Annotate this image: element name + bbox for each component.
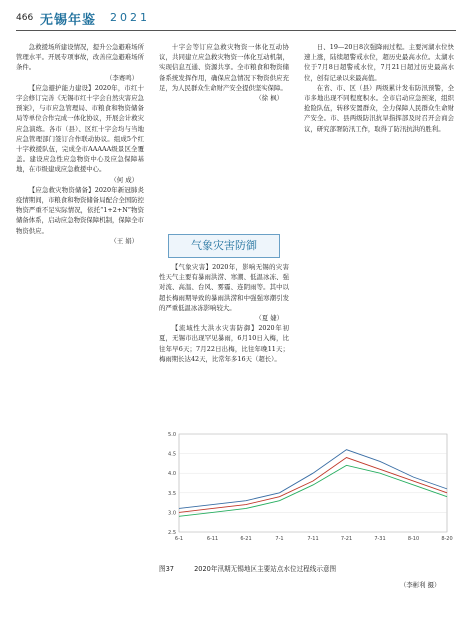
publication-title: 无锡年鉴 — [40, 13, 97, 28]
column-2-lower — [159, 262, 289, 364]
paragraph: 【流域性大洪水灾害防御】2020年初夏，无锡市出现罕见暴雨，6月10日入梅，比往年早6天；7月22日出梅，比往年晚11天；梅雨期长达42天，比常年多16天（超长）。 — [159, 324, 289, 363]
water-level-chart — [157, 428, 453, 548]
paragraph: 十字会等订应急救灾物资一体化互动协议，共同建立应急救灾物资一体化互动机制，实现信息互通、资源共享。全市粮食和物资储备系统发挥作用，确保应急情况下物资供应充足，为人民群众生命财产安全提供坚实保障。 — [159, 43, 289, 92]
page-number: 466 — [16, 13, 34, 23]
x-tick-label: 8-10 — [407, 536, 420, 542]
x-tick-label: 7-11 — [307, 536, 319, 542]
paragraph: 【应急救灾物资储备】2020年新冠肺炎疫情期间，市粮食和物资储备局配合全国防控物资严重不足实际情况，依托“1+2+N”物资储备体系，启动应急物资保障机制，保障全市物资供应。 — [16, 185, 144, 235]
y-tick-label: 2.5 — [168, 530, 176, 536]
photo-credit: （李彬利 摄） — [400, 581, 441, 589]
y-tick-label: 3.0 — [168, 510, 176, 517]
figure-number: 图37 — [159, 565, 174, 573]
x-tick-label: 8-20 — [441, 536, 453, 542]
section-heading: 气象灾害防御 — [168, 234, 280, 258]
column-2 — [159, 42, 289, 103]
y-tick-label: 4.5 — [168, 451, 176, 458]
column-1 — [16, 42, 144, 246]
paragraph: 急救援场所建设情况，提升公急避难场所管理水平。开展专项事故，改善应急避难场所条件。 — [16, 43, 144, 72]
paragraph: 在省、市、区（县）两级累计发布防汛预警，全市多地出现不同程度积水。全市启动应急预案，组织抢险队伍，转移安置群众，全力保障人民群众生命财产安全。市、县两级防汛抗旱指挥部及时召开会商会议，研究部署防汛工作，取得了防汛抗洪的胜利。 — [304, 83, 454, 133]
y-tick-label: 4.0 — [168, 471, 176, 478]
author-credit: （王 娟） — [110, 236, 138, 245]
header-rule — [16, 30, 456, 31]
paragraph: 【应急避护能力建设】2020年，市红十字会修订完善《无锡市红十字会自然灾害应急预案》，与市应急管理局、市粮食和物资储备局等单位合作完成一体化协议，开展会计救灾应急演练。各市（县）、区红十字会均与当地应急管理部门签订合作联动协议。组成5个红十字救援队伍，完成全市AAAAA级景区全覆盖。建设应急性应急物资中心及应急保障基地，在市级建成应急救援中心。 — [16, 83, 144, 174]
x-tick-label: 7-1 — [275, 536, 284, 542]
x-tick-label: 6-1 — [174, 536, 184, 542]
x-tick-label: 7-21 — [340, 536, 353, 542]
author-credit: （夏 婕） — [255, 314, 283, 323]
column-3 — [304, 42, 454, 134]
author-credit: （李赛鸣） — [106, 73, 138, 82]
paragraph: 日、19—20日8次强降雨过程。主要河湖水位快速上涨，陆续超警戒水位，超历史最高水位。太湖水位于7月8日超警戒水位，7月21日超过历史最高水位，创有记录以来最高值。 — [304, 43, 454, 82]
page-header — [0, 0, 468, 34]
figure-caption-text: 2020年汛期无锡地区主要站点水位过程线示意图 — [194, 565, 337, 573]
y-tick-label: 3.5 — [168, 490, 176, 497]
y-tick-label: 5.0 — [168, 432, 176, 438]
author-credit: （徐 枫） — [255, 94, 283, 103]
x-tick-label: 6-11 — [206, 536, 219, 542]
figure-caption — [159, 563, 455, 573]
paragraph: 【气象灾害】2020年，影响无锡的灾害性天气主要有暴雨洪涝、寒潮、低温冰冻、强对流、高温、台风、雾霾、连阴雨等。其中以超长梅雨期导致的暴雨洪涝和中强强寒潮引发的严重低温冰冻影响较大。 — [159, 263, 289, 312]
publication-year: 2021 — [110, 11, 150, 24]
author-credit: （何 成） — [110, 175, 138, 184]
x-tick-label: 7-31 — [374, 536, 386, 542]
x-tick-label: 6-21 — [240, 536, 252, 542]
